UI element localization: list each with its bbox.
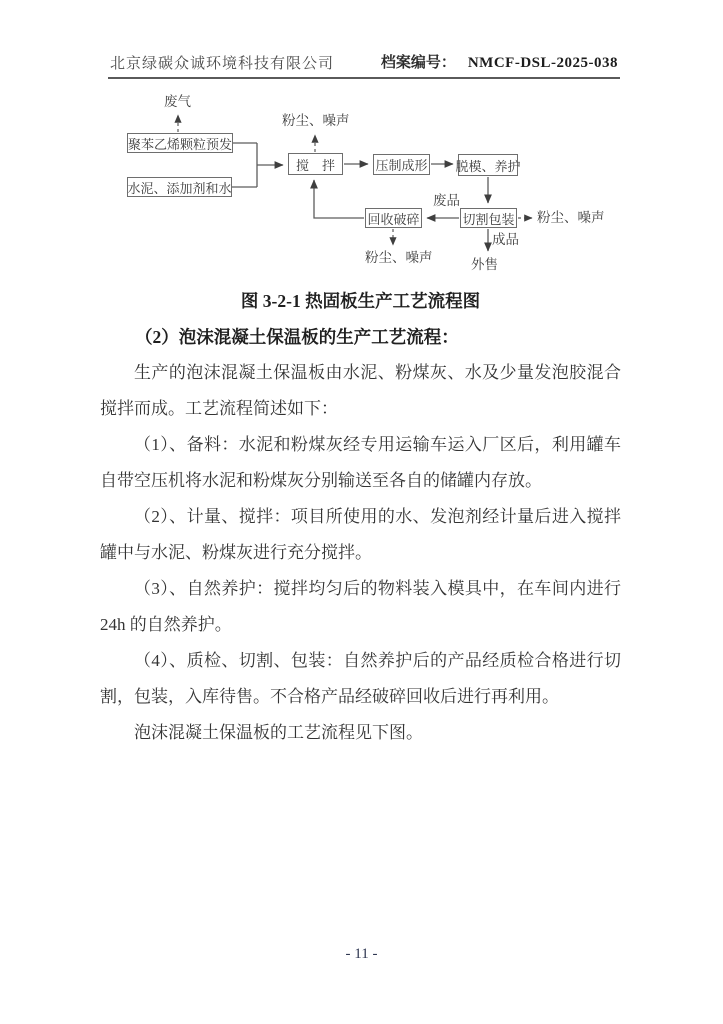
process-flowchart <box>100 90 623 282</box>
company-name: 北京绿碳众诚环境科技有限公司 <box>110 56 335 72</box>
page-header <box>108 50 620 79</box>
flow-node-demould-curing: 脱模、养护 <box>458 154 518 176</box>
label-scrap: 废品 <box>433 193 460 208</box>
label-finished-product: 成品 <box>492 232 519 247</box>
paragraph-step-1: （1）、备料：水泥和粉煤灰经专用运输车运入厂区后，利用罐车自带空压机将水泥和粉煤灰分别输送至各自的储罐内存放。 <box>100 435 621 490</box>
label-dust-noise-right: 粉尘、噪声 <box>537 210 605 225</box>
figure-caption: 图 3-2-1 热固板生产工艺流程图 <box>240 291 481 311</box>
label-waste-gas: 废气 <box>164 94 191 109</box>
section-heading: （2）泡沫混凝土保温板的生产工艺流程： <box>135 327 459 347</box>
paragraph-outro: 泡沫混凝土保温板的工艺流程见下图。 <box>134 723 423 742</box>
flow-node-mixing: 搅 拌 <box>288 153 343 175</box>
label-external-sale: 外售 <box>471 257 498 272</box>
flow-node-cutting-packing: 切割包装 <box>460 208 517 228</box>
archive-number: NMCF-DSL-2025-038 <box>467 55 618 71</box>
flow-node-cement-additive-water: 水泥、添加剂和水 <box>127 177 232 197</box>
paragraph-intro: 生产的泡沫混凝土保温板由水泥、粉煤灰、水及少量发泡胶混合搅拌而成。工艺流程简述如下： <box>100 363 621 418</box>
paragraph-step-3: （3）、自然养护：搅拌均匀后的物料装入模具中，在车间内进行 24h 的自然养护。 <box>100 579 621 634</box>
flow-node-press-forming: 压制成形 <box>373 154 430 175</box>
archive-label: 档案编号： <box>380 55 456 71</box>
page-number: - 11 - <box>345 946 378 962</box>
paragraph-step-2: （2）、计量、搅拌：项目所使用的水、发泡剂经计量后进入搅拌罐中与水泥、粉煤灰进行充分搅拌。 <box>100 507 621 562</box>
archive-number-block <box>381 51 618 72</box>
flow-node-eps-preexpansion: 聚苯乙烯颗粒预发 <box>127 133 233 153</box>
label-dust-noise-bottom: 粉尘、噪声 <box>365 250 433 265</box>
flow-node-recycle-crushing: 回收破碎 <box>365 208 422 228</box>
body-text <box>100 283 621 751</box>
label-dust-noise-top: 粉尘、噪声 <box>282 113 350 128</box>
paragraph-step-4: （4）、质检、切割、包装：自然养护后的产品经质检合格进行切割，包装，入库待售。不合格产品经破碎回收后进行再利用。 <box>100 651 621 706</box>
